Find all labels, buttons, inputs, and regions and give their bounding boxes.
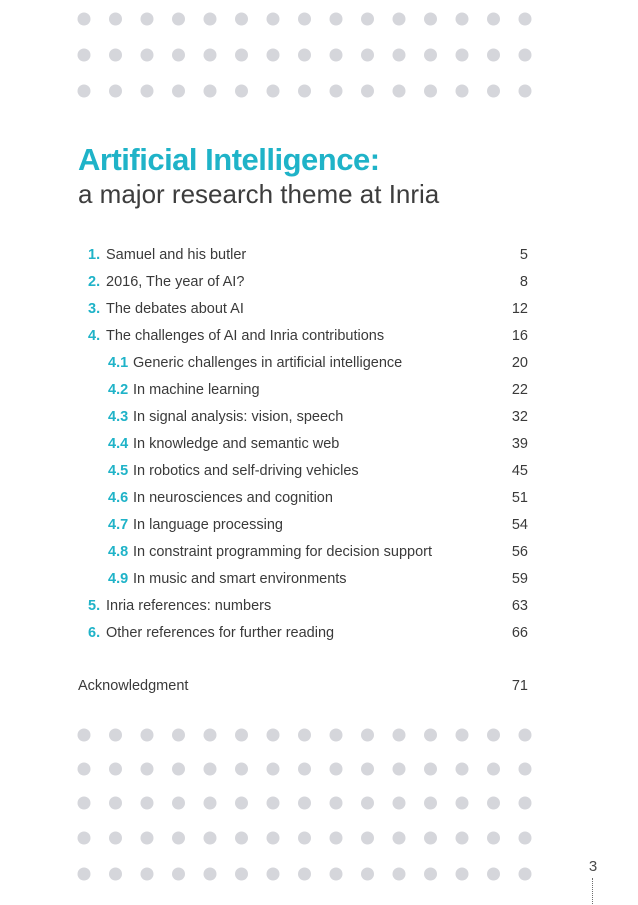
toc-subitem-label: Generic challenges in artificial intelligence: [133, 355, 403, 371]
decorative-dot: [109, 763, 122, 776]
dot-pattern-top: [0, 0, 638, 110]
toc-item-number: 6.: [88, 625, 101, 641]
decorative-dot: [204, 85, 217, 98]
decorative-dot: [519, 49, 532, 62]
toc-subitem-label: In music and smart environments: [133, 571, 347, 587]
decorative-dot: [204, 868, 217, 881]
toc-subitem-page: 54: [511, 517, 528, 533]
decorative-dot: [330, 763, 343, 776]
table-of-contents: [78, 242, 528, 647]
page-title: [78, 142, 439, 210]
acknowledgment-label: Acknowledgment: [78, 678, 189, 694]
decorative-dot: [361, 797, 374, 810]
toc-subitem[interactable]: [78, 404, 528, 431]
decorative-dot: [393, 729, 406, 742]
decorative-dot: [172, 763, 185, 776]
toc-item[interactable]: [78, 593, 528, 620]
decorative-dot: [172, 797, 185, 810]
decorative-dot: [519, 13, 532, 26]
decorative-dot: [393, 85, 406, 98]
toc-item-label: 2016, The year of AI?: [106, 274, 245, 290]
decorative-dot: [141, 868, 154, 881]
toc-subitem-label: In robotics and self-driving vehicles: [133, 463, 359, 479]
decorative-dot: [424, 729, 437, 742]
decorative-dot: [141, 49, 154, 62]
decorative-dot: [361, 49, 374, 62]
toc-subitem-page: 51: [511, 490, 528, 506]
decorative-dot: [172, 832, 185, 845]
toc-subitem-page: 32: [511, 409, 528, 425]
toc-item[interactable]: [78, 323, 528, 350]
toc-subitem[interactable]: [78, 566, 528, 593]
decorative-dot: [424, 85, 437, 98]
toc-subitem-label: In language processing: [133, 517, 283, 533]
decorative-dot: [424, 13, 437, 26]
decorative-dot: [235, 13, 248, 26]
decorative-dot: [330, 85, 343, 98]
toc-subitem-number: 4.9: [108, 571, 129, 587]
toc-acknowledgment[interactable]: [78, 673, 528, 700]
decorative-dot: [141, 13, 154, 26]
toc-subitem-number: 4.7: [108, 517, 129, 533]
decorative-dot: [141, 832, 154, 845]
decorative-dot: [267, 797, 280, 810]
toc-subitem[interactable]: [78, 539, 528, 566]
decorative-dot: [424, 49, 437, 62]
toc-item-label: Inria references: numbers: [106, 598, 272, 614]
toc-subitem-page: 45: [511, 463, 528, 479]
toc-item[interactable]: [78, 269, 528, 296]
decorative-dot: [330, 868, 343, 881]
toc-subitem-page: 20: [511, 355, 528, 371]
toc-subitem-label: In constraint programming for decision support: [133, 544, 433, 560]
toc-subitem-page: 22: [511, 382, 528, 398]
decorative-dot: [487, 729, 500, 742]
decorative-dot: [361, 763, 374, 776]
decorative-dot: [424, 832, 437, 845]
decorative-dot: [519, 763, 532, 776]
decorative-dot: [361, 868, 374, 881]
decorative-dot: [109, 85, 122, 98]
toc-item-label: Other references for further reading: [106, 625, 335, 641]
toc-subitem-number: 4.8: [108, 544, 129, 560]
decorative-dot: [361, 729, 374, 742]
toc-subitem-label: In knowledge and semantic web: [133, 436, 340, 452]
decorative-dot: [456, 729, 469, 742]
dot-grid-bottom: [0, 718, 638, 898]
toc-item-page: 8: [519, 274, 528, 290]
decorative-dot: [393, 868, 406, 881]
toc-subitem[interactable]: [78, 350, 528, 377]
decorative-dot: [267, 868, 280, 881]
decorative-dot: [109, 797, 122, 810]
decorative-dot: [456, 763, 469, 776]
decorative-dot: [487, 85, 500, 98]
decorative-dot: [141, 763, 154, 776]
decorative-dot: [519, 868, 532, 881]
decorative-dot: [267, 49, 280, 62]
decorative-dot: [267, 85, 280, 98]
decorative-dot: [456, 797, 469, 810]
decorative-dot: [361, 85, 374, 98]
decorative-dot: [487, 13, 500, 26]
decorative-dot: [267, 763, 280, 776]
decorative-dot: [330, 49, 343, 62]
toc-item-label: The debates about AI: [106, 301, 244, 317]
toc-item-label: Samuel and his butler: [106, 247, 247, 263]
decorative-dot: [267, 729, 280, 742]
decorative-dot: [235, 797, 248, 810]
decorative-dot: [78, 832, 91, 845]
decorative-dot: [172, 85, 185, 98]
decorative-dot: [456, 13, 469, 26]
decorative-dot: [487, 832, 500, 845]
toc-subitem-page: 59: [511, 571, 528, 587]
decorative-dot: [330, 797, 343, 810]
decorative-dot: [109, 13, 122, 26]
decorative-dot: [141, 85, 154, 98]
toc-subitem-number: 4.1: [108, 355, 129, 371]
decorative-dot: [424, 763, 437, 776]
toc-item-number: 5.: [88, 598, 101, 614]
decorative-dot: [298, 13, 311, 26]
decorative-dot: [141, 729, 154, 742]
decorative-dot: [235, 85, 248, 98]
toc-item-number: 4.: [88, 328, 101, 344]
decorative-dot: [330, 832, 343, 845]
toc-subitem[interactable]: [78, 377, 528, 404]
decorative-dot: [172, 868, 185, 881]
toc-subitem[interactable]: [78, 431, 528, 458]
toc-item-page: 12: [511, 301, 528, 317]
decorative-dot: [204, 729, 217, 742]
toc-subitem[interactable]: [78, 512, 528, 539]
decorative-dot: [78, 49, 91, 62]
dot-pattern-bottom: [0, 718, 638, 898]
decorative-dot: [298, 49, 311, 62]
decorative-dot: [235, 868, 248, 881]
decorative-dot: [78, 85, 91, 98]
decorative-dot: [424, 797, 437, 810]
decorative-dot: [141, 797, 154, 810]
decorative-dot: [456, 85, 469, 98]
toc-subitem-label: In neurosciences and cognition: [133, 490, 333, 506]
toc-item-label: The challenges of AI and Inria contributions: [106, 328, 385, 344]
decorative-dot: [78, 868, 91, 881]
toc-item-page: 63: [511, 598, 528, 614]
decorative-dot: [393, 832, 406, 845]
decorative-dot: [298, 868, 311, 881]
decorative-dot: [235, 729, 248, 742]
page-number: 3: [588, 858, 598, 875]
toc-item-page: 5: [519, 247, 528, 263]
decorative-dot: [424, 868, 437, 881]
decorative-dot: [393, 797, 406, 810]
toc-item[interactable]: [78, 620, 528, 647]
decorative-dot: [235, 49, 248, 62]
decorative-dot: [456, 832, 469, 845]
decorative-dot: [519, 729, 532, 742]
decorative-dot: [330, 729, 343, 742]
title-main: Artificial Intelligence:: [78, 142, 380, 177]
decorative-dot: [330, 13, 343, 26]
decorative-dot: [235, 832, 248, 845]
toc-subitem-number: 4.6: [108, 490, 129, 506]
toc-subitem[interactable]: [78, 458, 528, 485]
toc-item-page: 66: [511, 625, 528, 641]
decorative-dot: [78, 729, 91, 742]
decorative-dot: [298, 763, 311, 776]
toc-subitem-number: 4.4: [108, 436, 129, 452]
dot-grid-top: [0, 0, 638, 110]
toc-item[interactable]: [78, 296, 528, 323]
decorative-dot: [456, 868, 469, 881]
decorative-dot: [298, 832, 311, 845]
decorative-dot: [109, 868, 122, 881]
decorative-dot: [456, 49, 469, 62]
decorative-dot: [393, 763, 406, 776]
decorative-dot: [78, 797, 91, 810]
decorative-dot: [204, 797, 217, 810]
decorative-dot: [204, 763, 217, 776]
decorative-dot: [172, 13, 185, 26]
toc-subitem-number: 4.2: [108, 382, 129, 398]
decorative-dot: [519, 797, 532, 810]
decorative-dot: [235, 763, 248, 776]
decorative-dot: [78, 13, 91, 26]
toc-subitem[interactable]: [78, 485, 528, 512]
decorative-dot: [109, 832, 122, 845]
page-number-rule: [592, 878, 593, 904]
decorative-dot: [487, 797, 500, 810]
acknowledgment-page: 71: [511, 678, 528, 694]
toc-subitem-page: 56: [511, 544, 528, 560]
toc-subitem-number: 4.5: [108, 463, 129, 479]
decorative-dot: [172, 729, 185, 742]
toc-subitem-page: 39: [511, 436, 528, 452]
decorative-dot: [393, 49, 406, 62]
decorative-dot: [267, 832, 280, 845]
decorative-dot: [204, 49, 217, 62]
toc-subitem-label: In signal analysis: vision, speech: [133, 409, 344, 425]
toc-subitem-number: 4.3: [108, 409, 129, 425]
decorative-dot: [519, 85, 532, 98]
decorative-dot: [78, 763, 91, 776]
decorative-dot: [487, 49, 500, 62]
decorative-dot: [393, 13, 406, 26]
decorative-dot: [298, 85, 311, 98]
title-subtitle: a major research theme at Inria: [78, 179, 440, 209]
toc-item-number: 1.: [88, 247, 101, 263]
toc-item-number: 2.: [88, 274, 101, 290]
decorative-dot: [204, 13, 217, 26]
decorative-dot: [204, 832, 217, 845]
decorative-dot: [519, 832, 532, 845]
decorative-dot: [267, 13, 280, 26]
decorative-dot: [298, 729, 311, 742]
decorative-dot: [487, 763, 500, 776]
toc-item[interactable]: [78, 242, 528, 269]
decorative-dot: [109, 729, 122, 742]
decorative-dot: [487, 868, 500, 881]
decorative-dot: [172, 49, 185, 62]
decorative-dot: [109, 49, 122, 62]
toc-subitem-label: In machine learning: [133, 382, 260, 398]
toc-item-number: 3.: [88, 301, 101, 317]
decorative-dot: [298, 797, 311, 810]
decorative-dot: [361, 832, 374, 845]
decorative-dot: [361, 13, 374, 26]
toc-item-page: 16: [511, 328, 528, 344]
